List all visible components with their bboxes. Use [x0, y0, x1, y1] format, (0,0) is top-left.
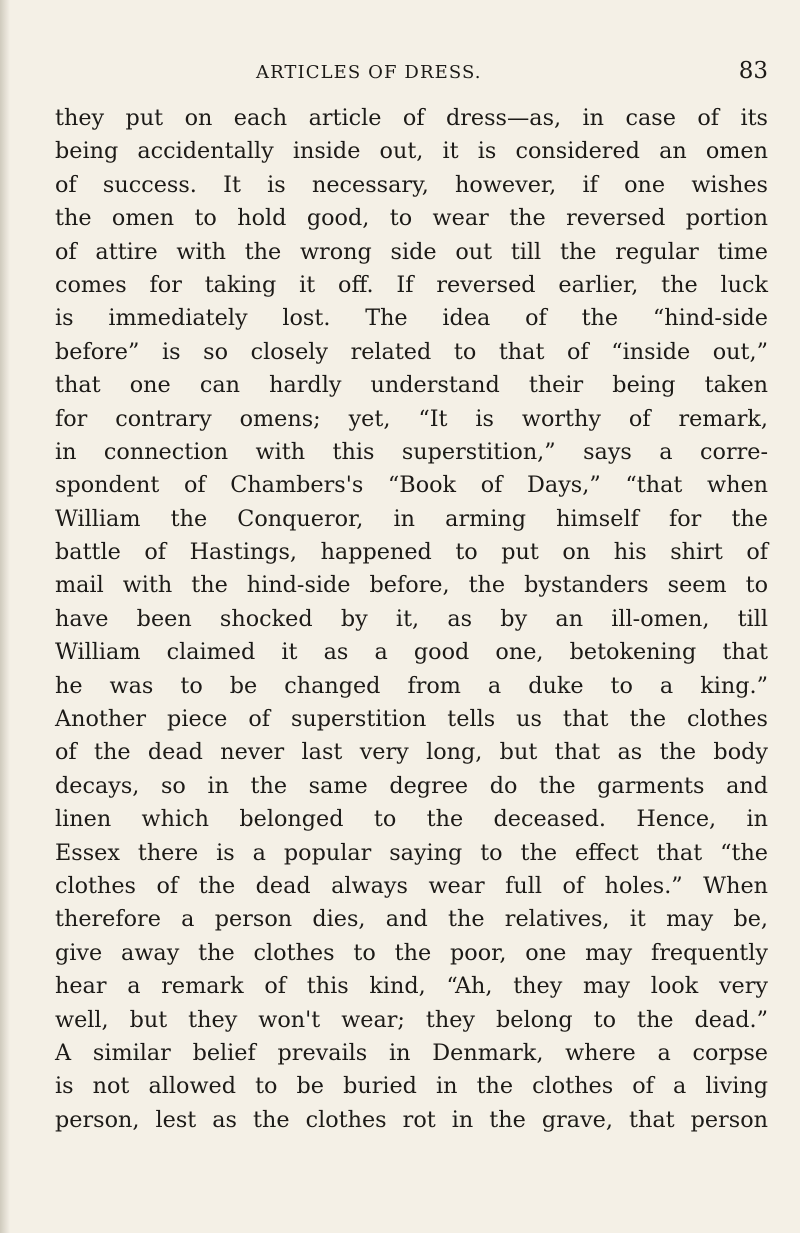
text-line: decays, so in the same degree do the garments and [55, 772, 768, 799]
running-title: ARTICLES OF DRESS. [256, 62, 482, 83]
text-line: spondent of Chambers's “Book of Days,” “that when [55, 472, 768, 499]
text-line: well, but they won't wear; they belong to the dead.” [55, 1006, 768, 1033]
text-line: person, lest as the clothes rot in the grave, that person [55, 1106, 768, 1133]
text-line: therefore a person dies, and the relatives, it may be, [55, 906, 768, 933]
page-number: 83 [738, 58, 768, 84]
text-line: mail with the hind-side before, the bystanders seem to [55, 572, 768, 599]
text-line: before” is so closely related to that of “inside out,” [55, 338, 768, 365]
text-line: hear a remark of this kind, “Ah, they may look very [55, 973, 768, 1000]
book-page [55, 58, 768, 1137]
text-line: Another piece of superstition tells us that the clothes [55, 706, 768, 733]
text-line: he was to be changed from a duke to a king.” [55, 672, 768, 699]
text-line: is immediately lost. The idea of the “hind-side [55, 305, 768, 332]
text-line: that one can hardly understand their being taken [55, 372, 768, 399]
text-line: have been shocked by it, as by an ill-omen, till [55, 605, 768, 632]
body-text [55, 102, 768, 1137]
text-line: give away the clothes to the poor, one may frequently [55, 939, 768, 966]
text-line: of success. It is necessary, however, if one wishes [55, 171, 768, 198]
running-head [55, 58, 768, 94]
text-line: battle of Hastings, happened to put on his shirt of [55, 539, 768, 566]
text-line: they put on each article of dress—as, in case of its [55, 105, 768, 131]
text-line: William claimed it as a good one, betokening that [55, 639, 768, 666]
text-line: William the Conqueror, in arming himself for the [55, 505, 768, 532]
text-line: linen which belonged to the deceased. Hence, in [55, 806, 768, 833]
text-line: the omen to hold good, to wear the reversed portion [55, 205, 768, 232]
text-line: is not allowed to be buried in the clothes of a living [55, 1073, 768, 1100]
text-line: for contrary omens; yet, “It is worthy of remark, [55, 405, 768, 432]
text-line: Essex there is a popular saying to the effect that “the [55, 839, 768, 866]
text-line: of the dead never last very long, but that as the body [55, 739, 768, 766]
page-edge-shadow [0, 0, 10, 1233]
text-line: clothes of the dead always wear full of holes.” When [55, 872, 768, 899]
text-line: comes for taking it off. If reversed earlier, the luck [55, 271, 768, 298]
text-line: being accidentally inside out, it is considered an omen [55, 138, 768, 165]
text-line: A similar belief prevails in Denmark, where a corpse [55, 1039, 768, 1066]
text-line: of attire with the wrong side out till the regular time [55, 238, 768, 265]
text-line: in connection with this superstition,” says a corre- [55, 438, 768, 465]
